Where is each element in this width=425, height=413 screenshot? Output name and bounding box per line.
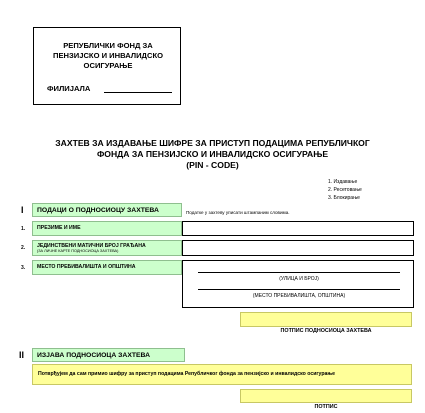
- branch-field[interactable]: [104, 92, 172, 93]
- field2-sublabel: (ЗА ЛИЧНЕ КАРТЕ ПОДНОСИОЦА ЗАХТЕВА): [37, 249, 119, 253]
- place-caption: (МЕСТО ПРЕБИВАЛИШТА, ОПШТИНА): [252, 293, 346, 299]
- applicant-signature-field[interactable]: [240, 312, 412, 327]
- fund-name: РЕПУБЛИЧКИ ФОНД ЗА ПЕНЗИЈСКО И ИНВАЛИДСКО ОСИГУРАЊЕ: [53, 41, 163, 70]
- section1-note: Податке у захтеву уписати штампаним словима.: [186, 210, 290, 215]
- signature-field[interactable]: [240, 389, 412, 403]
- pin-code-label: (PIN - CODE): [186, 160, 239, 170]
- field1-label: ПРЕЗИМЕ И ИМЕ: [32, 221, 182, 236]
- field2-label-box: [32, 240, 182, 256]
- form-title: ЗАХТЕВ ЗА ИЗДАВАЊЕ ШИФРЕ ЗА ПРИСТУП ПОДАЦИМА РЕПУБЛИЧКОГ ФОНДА ЗА ПЕНЗИЈСКО И ИНВАЛИДСКО ОСИГУРАЊЕ: [55, 138, 370, 159]
- applicant-signature-caption: ПОТПИС ПОДНОСИОЦА ЗАХТЕВА: [280, 328, 372, 334]
- field2-label: ЈЕДИНСТВЕНИ МАТИЧНИ БРОЈ ГРАЂАНА: [37, 243, 146, 249]
- declaration-text: Потврђујем да сам примио шифру за приступ подацима Републичког фонда за пензијско и инвалидско осигурање: [32, 364, 412, 385]
- street-caption: (УЛИЦА И БРОЈ): [279, 276, 319, 282]
- field2-number: 2.: [21, 245, 26, 251]
- street-line[interactable]: [198, 272, 400, 273]
- option-issue[interactable]: 1. Издавање: [328, 179, 358, 185]
- section2-header: ИЗЈАВА ПОДНОСИОЦА ЗАХТЕВА: [32, 348, 185, 362]
- section2-number: II: [19, 350, 25, 360]
- signature-caption: ПОТПИС: [314, 404, 338, 410]
- field1-number: 1.: [21, 226, 26, 232]
- request-type-options: [328, 178, 362, 202]
- section1-number: I: [21, 205, 24, 215]
- branch-label: ФИЛИЈАЛА: [47, 84, 91, 93]
- field3-number: 3.: [21, 265, 26, 271]
- place-line[interactable]: [198, 289, 400, 290]
- field3-label: МЕСТО ПРЕБИВАЛИШТА И ОПШТИНА: [32, 260, 182, 275]
- option-reset[interactable]: 2. Ресетовање: [328, 187, 362, 193]
- section1-header: ПОДАЦИ О ПОДНОСИОЦУ ЗАХТЕВА: [32, 203, 182, 217]
- jmbg-field[interactable]: [182, 240, 414, 256]
- fund-box: [33, 27, 181, 105]
- residence-field[interactable]: [182, 260, 414, 308]
- full-name-field[interactable]: [182, 221, 414, 236]
- option-block[interactable]: 3. Блокирање: [328, 195, 360, 201]
